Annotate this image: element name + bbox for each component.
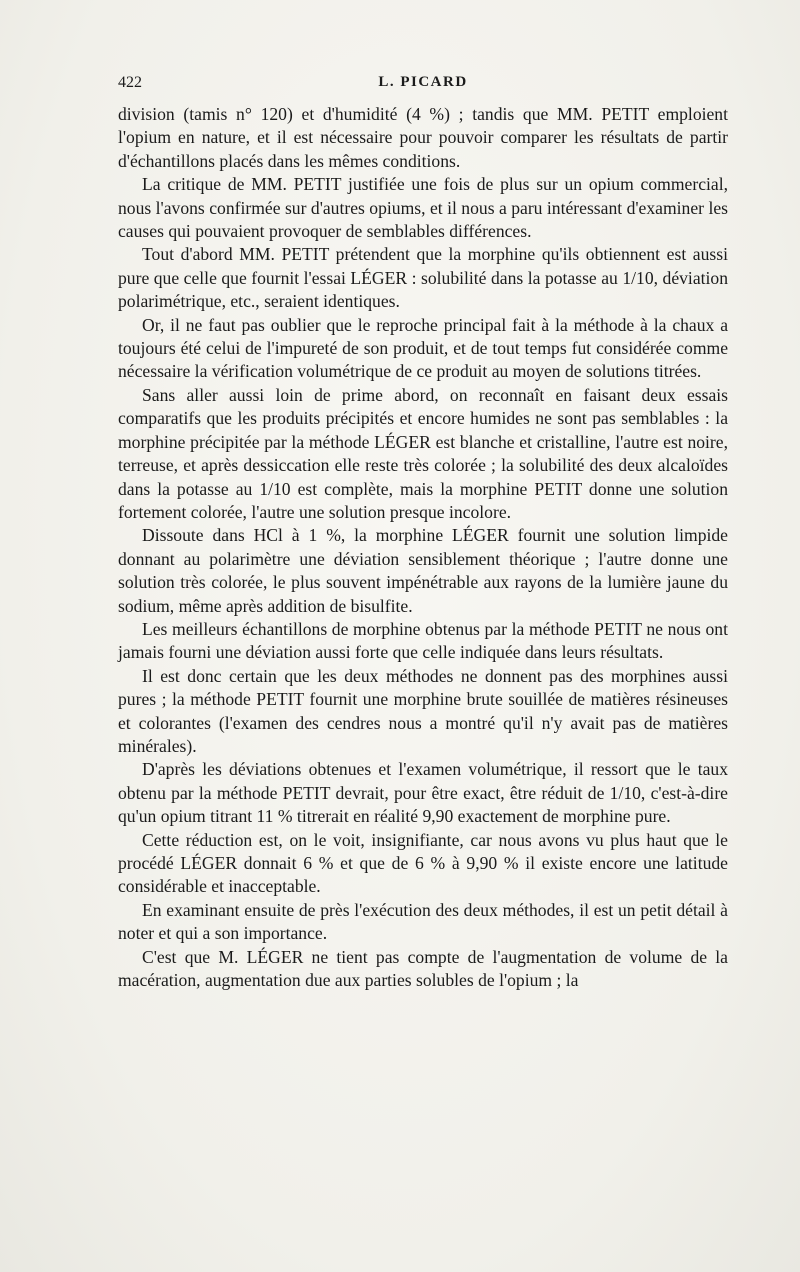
page-header <box>118 74 728 100</box>
paragraph: Or, il ne faut pas oublier que le reproche principal fait à la méthode à la chaux a toujours été celui de l'impureté de son produit, et de tout temps fut considérée comme nécessaire la vérification volumétrique de ce produit au moyen de solutions titrées. <box>118 314 728 382</box>
paragraph: Sans aller aussi loin de prime abord, on reconnaît en faisant deux essais comparatifs que les produits précipités et encore humides ne sont pas semblables : la morphine précipitée par la méthode LÉGER est blanche et cristalline, l'autre est noire, terreuse, et après dessiccation elle reste très colorée ; la solubilité des deux alcaloïdes dans la potasse au 1/10 est complète, mais la morphine PETIT donne une solution fortement colorée, l'autre une solution presque incolore. <box>118 384 728 522</box>
running-head: L. PICARD <box>378 74 468 90</box>
paragraph: division (tamis n° 120) et d'humidité (4 %) ; tandis que MM. PETIT emploient l'opium en nature, et il est nécessaire pour pouvoir comparer les résultats de partir d'échantillons placés dans les mêmes conditions. <box>118 104 728 171</box>
paragraph: Les meilleurs échantillons de morphine obtenus par la méthode PETIT ne nous ont jamais fourni une déviation aussi forte que celle indiquée dans leurs résultats. <box>118 618 728 663</box>
paragraph: C'est que M. LÉGER ne tient pas compte de l'augmentation de volume de la macération, augmentation due aux parties solubles de l'opium ; la <box>118 946 728 991</box>
paragraph: Cette réduction est, on le voit, insignifiante, car nous avons vu plus haut que le procédé LÉGER donnait 6 % et que de 6 % à 9,90 % il existe encore une latitude considérable et inacceptable. <box>118 829 728 897</box>
paragraph: Dissoute dans HCl à 1 %, la morphine LÉGER fournit une solution limpide donnant au polarimètre une déviation sensiblement théorique ; l'autre donne une solution très colorée, le plus souvent impénétrable aux rayons de la lumière jaune du sodium, même après addition de bisulfite. <box>118 525 728 616</box>
paragraph: Tout d'abord MM. PETIT prétendent que la morphine qu'ils obtiennent est aussi pure que celle que fournit l'essai LÉGER : solubilité dans la potasse au 1/10, déviation polarimétrique, etc., seraient identiques. <box>118 244 728 312</box>
paragraph: La critique de MM. PETIT justifiée une fois de plus sur un opium commercial, nous l'avons confirmée sur d'autres opiums, et il nous a paru intéressant d'examiner les causes qui pouvaient provoquer de semblables différences. <box>118 174 728 242</box>
paragraph: Il est donc certain que les deux méthodes ne donnent pas des morphines aussi pures ; la méthode PETIT fournit une morphine brute souillée de matières résineuses et colorantes (l'examen des cendres nous a montré qu'il n'y avait pas de matières minérales). <box>118 665 728 756</box>
paragraph: D'après les déviations obtenues et l'examen volumétrique, il ressort que le taux obtenu par la méthode PETIT devrait, pour être exact, être réduit de 1/10, c'est-à-dire qu'un opium titrant 11 % titrerait en réalité 9,90 exactement de morphine pure. <box>118 759 728 827</box>
paragraph: En examinant ensuite de près l'exécution des deux méthodes, il est un petit détail à noter et qui a son importance. <box>118 899 728 944</box>
page-number: 422 <box>118 74 142 91</box>
body-text <box>118 103 728 992</box>
